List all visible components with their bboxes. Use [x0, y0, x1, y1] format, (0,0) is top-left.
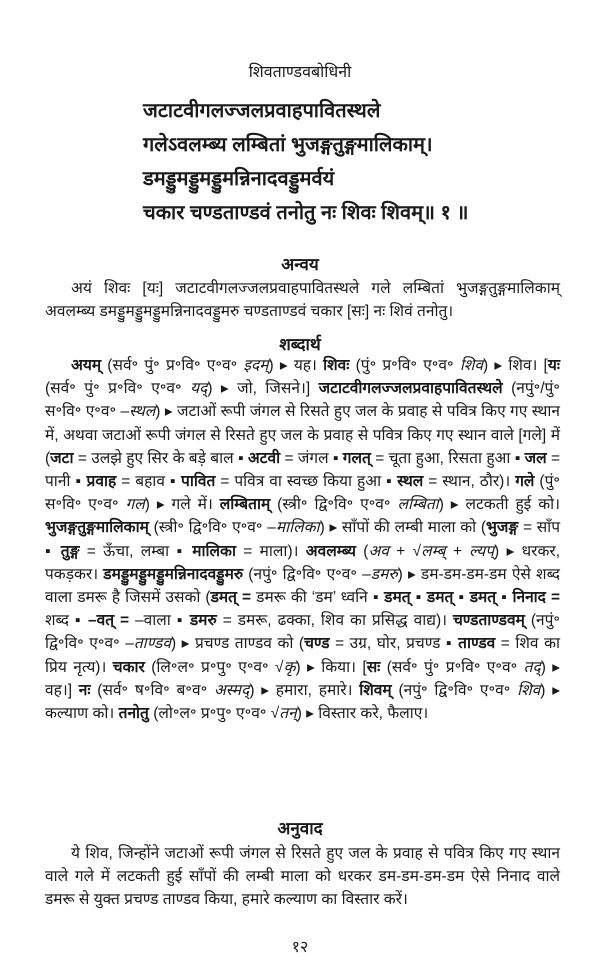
verse-line: गलेऽवलम्ब्य लम्बितां भुजङ्गतुङ्गमालिकाम्। [143, 134, 433, 156]
grammar-term: लम्बिता [397, 496, 439, 514]
running-head: शिवताण्डवबोधिनी [248, 64, 352, 81]
headword: तुङ्ग [60, 542, 80, 560]
gloss-text: ) ▸ डम-डम-डम-डम ऐसे शब्द वाला डमरू है जिसमें उसको ( [45, 565, 560, 607]
gloss-text: = साँप ▪ [45, 519, 560, 560]
page-number: १२ [291, 939, 309, 956]
headword: यः [547, 357, 560, 374]
gloss-text: ) ▸ जो, जिसने।] [207, 380, 319, 398]
gloss-text: (लो॰ल॰ प्र॰पु॰ ए॰व॰ √ [148, 705, 280, 723]
gloss-text: (लि॰ल॰ प्र॰पु॰ ए॰व॰ √ [144, 658, 284, 676]
headword: अयम् [71, 357, 102, 374]
anuvad-heading: अनुवाद [277, 819, 323, 838]
gloss-text: –वाला ▪ [129, 612, 190, 630]
grammar-term: शिव [459, 357, 483, 374]
gloss-text: डमरू की ‘डम’ ध्वनि ▪ [251, 589, 385, 607]
verse-line: चकार चण्डताण्डवं तनोतु नः शिवः शिवम्॥ १ ॥ [143, 202, 469, 224]
headword: अवलम्ब्य [305, 542, 356, 560]
grammar-term: शिव [517, 681, 541, 699]
gloss-text: = स्थान, ठौर)। [423, 473, 516, 491]
grammar-term: इदम् [243, 357, 269, 374]
gloss-text: (सर्व॰ पुं॰ प्र॰वि॰ ए॰व॰ [45, 380, 191, 398]
headword: चकार [112, 658, 145, 676]
gloss-text: + √ [388, 542, 422, 560]
grammar-term: ताण्डव [133, 635, 171, 653]
gloss-text: ) ▸ वह।] [45, 658, 561, 699]
gloss-text: ) ▸ किया। [ [295, 658, 367, 676]
gloss-text: (नपुं॰ द्वि॰वि॰ ए॰व॰ – [45, 612, 560, 653]
headword: शिवः [323, 357, 350, 374]
headword: जल [524, 449, 547, 467]
grammar-term: अव [368, 542, 389, 560]
gloss-text: (नपुं॰ द्वि॰वि॰ ए॰व॰ [391, 681, 518, 699]
headword: जटाटवीगलज्जलप्रवाहपावितस्थले [318, 380, 503, 398]
headword: डमत् [426, 589, 454, 607]
gloss-text: = माला)। [235, 542, 306, 560]
gloss-text: शब्द ▪ [45, 612, 88, 630]
gloss-text: ) ▸ साँपों की लम्बी माला को ( [319, 519, 487, 537]
headword: अटवी [247, 449, 281, 467]
gloss-text: ▪ [496, 589, 513, 607]
headword: प्रवाह [86, 473, 117, 491]
headword: गले [515, 473, 535, 491]
headword: चण्डताण्डवम् [452, 612, 525, 630]
gloss-text: ) ▸ लटकती हुई को। [438, 496, 560, 514]
headword: लम्बिताम् [219, 496, 271, 514]
shabdartha-text [45, 354, 560, 725]
gloss-text: = शिव का प्रिय नृत्य)। [45, 635, 560, 676]
verse-line: डमड्डुमड्डुमड्डुमन्निनादवड्डुमर्वयं [143, 168, 335, 190]
headword: स्थल [397, 473, 424, 491]
headword: चण्ड [304, 635, 330, 653]
gloss-text: ) ▸ गले में। [144, 496, 220, 514]
headword: शिवम् [359, 681, 392, 699]
gloss-text: ▪ [453, 589, 470, 607]
gloss-text: ) ▸ विस्तार करे, फैलाए। [296, 705, 429, 723]
gloss-text: = डमरू, ढक्का, शिव का प्रसिद्ध वाद्य)। [216, 612, 453, 630]
grammar-term: गल [125, 496, 145, 514]
gloss-text: = पानी ▪ [45, 449, 560, 491]
grammar-term: स्थल [129, 403, 156, 421]
gloss-text: ) ▸ शिव। [ [483, 357, 548, 374]
gloss-text: ) ▸ प्रचण्ड ताण्डव को ( [170, 635, 305, 653]
grammar-term: यद् [190, 380, 208, 398]
gloss-text: ) ▸ यह। [268, 357, 324, 374]
gloss-text: ( [355, 542, 369, 560]
anuvad-text: ये शिव, जिन्होंने जटाओं रूपी जंगल से रिसते हुए जल के प्रवाह से पवित्र किए गए स्थान वाले गले में लटकती हुई साँपों की लम्बी माला को धरकर डम-डम-डम-डम ऐसे निनाद वाले डमरू से युक्त प्रचण्ड ताण्डव किया, हमारे कल्याण का विस्तार करें। [45, 845, 560, 909]
anvaya-text: अयं शिवः [यः] जटाटवीगलज्जलप्रवाहपावितस्थले गले लम्बितां भुजङ्गतुङ्गमालिकाम् अवलम्ब्य डमड्डुमड्डुमड्डुमन्निनादवड्डुमरु चण्डताण्डवं चकार [सः] नः शिवं तनोतु। [45, 280, 560, 321]
headword: डमत् = [210, 589, 252, 607]
gloss-text: (सर्व॰ पुं॰ प्र॰वि॰ ए॰व॰ [380, 658, 524, 676]
headword: नः [78, 681, 91, 699]
gloss-text: = उलझे हुए सिर के बड़े बाल ▪ [73, 449, 248, 467]
gloss-text: (सर्व॰ ष॰वि॰ ब॰व॰ [90, 681, 214, 699]
headword: ताण्डव [458, 635, 496, 653]
verse [143, 94, 583, 230]
verse-line: जटाटवीगलज्जलप्रवाहपावितस्थले [143, 100, 381, 122]
gloss-text: (स्त्री॰ द्वि॰वि॰ ए॰व॰ – [148, 519, 276, 537]
headword: तनोतु [118, 705, 149, 723]
gloss-text: (पुं॰ स॰वि॰ ए॰व॰ [45, 473, 560, 514]
grammar-term: तद् [523, 658, 541, 676]
headword: डमत् [384, 589, 411, 607]
anvaya-heading: अन्वय [281, 255, 319, 274]
grammar-term: कृ [283, 658, 296, 676]
gloss-text: ▪ [410, 589, 427, 607]
gloss-text: = जंगल ▪ [280, 449, 343, 467]
gloss-text: (नपुं॰/पुं॰ स॰वि॰ ए॰व॰ – [45, 380, 560, 421]
headword: गलत् [342, 449, 371, 467]
headword: पावित [181, 473, 216, 491]
gloss-text: ) ▸ कल्याण को। [45, 681, 560, 723]
gloss-text: = बहाव ▪ [116, 473, 182, 491]
gloss-text: (पुं॰ प्र॰वि॰ ए॰व॰ [349, 357, 460, 374]
headword: डमड्डुमड्डुमड्डुमन्निनादवड्डुमरु [103, 565, 244, 583]
grammar-term: मालिका [275, 519, 320, 537]
shabdartha-heading: शब्दार्थ [279, 335, 321, 354]
gloss-text: ) ▸ धरकर, पकड़कर। [45, 542, 560, 583]
grammar-term: तन् [279, 705, 297, 723]
headword: जटा [50, 449, 74, 467]
headword: सः [366, 658, 381, 676]
headword: –वत् = [88, 612, 130, 630]
headword: निनाद = [512, 589, 561, 607]
headword: भुजङ्गतुङ्गमालिकाम् [45, 519, 149, 537]
grammar-term: अस्मद् [213, 681, 250, 699]
gloss-text: ) ▸ जटाओं रूपी जंगल से रिसते हुए जल के प्रवाह से पवित्र किए गए स्थान में, अथवा जटाओं रूपी जंगल से रिसते हुए जल के प्रवाह से पवित्र किए गए स्थान वाले [गले] में ( [45, 403, 560, 467]
headword: डमत् [469, 589, 497, 607]
gloss-text: = पवित्र वा स्वच्छ किया हुआ ▪ [215, 473, 398, 491]
gloss-text: (सर्व॰ पुं॰ प्र॰वि॰ ए॰व॰ [101, 357, 244, 374]
grammar-term: डमरु [370, 565, 398, 583]
gloss-text: ) ▸ हमारा, हमारे। [249, 681, 360, 699]
grammar-term: लम्ब् + ल्यप् [421, 542, 495, 560]
headword: डमरु [189, 612, 217, 630]
gloss-text: (स्त्री॰ द्वि॰वि॰ ए॰व॰ [270, 496, 398, 514]
gloss-text: = ऊँचा, लम्बा ▪ [79, 542, 193, 560]
headword: भुजङ्ग [486, 519, 519, 537]
gloss-text: = उग्र, घोर, प्रचण्ड ▪ [329, 635, 459, 653]
gloss-text: (नपुं॰ द्वि॰वि॰ ए॰व॰ – [243, 565, 371, 583]
gloss-text: = चूता हुआ, रिसता हुआ ▪ [370, 449, 525, 467]
headword: मालिका [192, 542, 236, 560]
